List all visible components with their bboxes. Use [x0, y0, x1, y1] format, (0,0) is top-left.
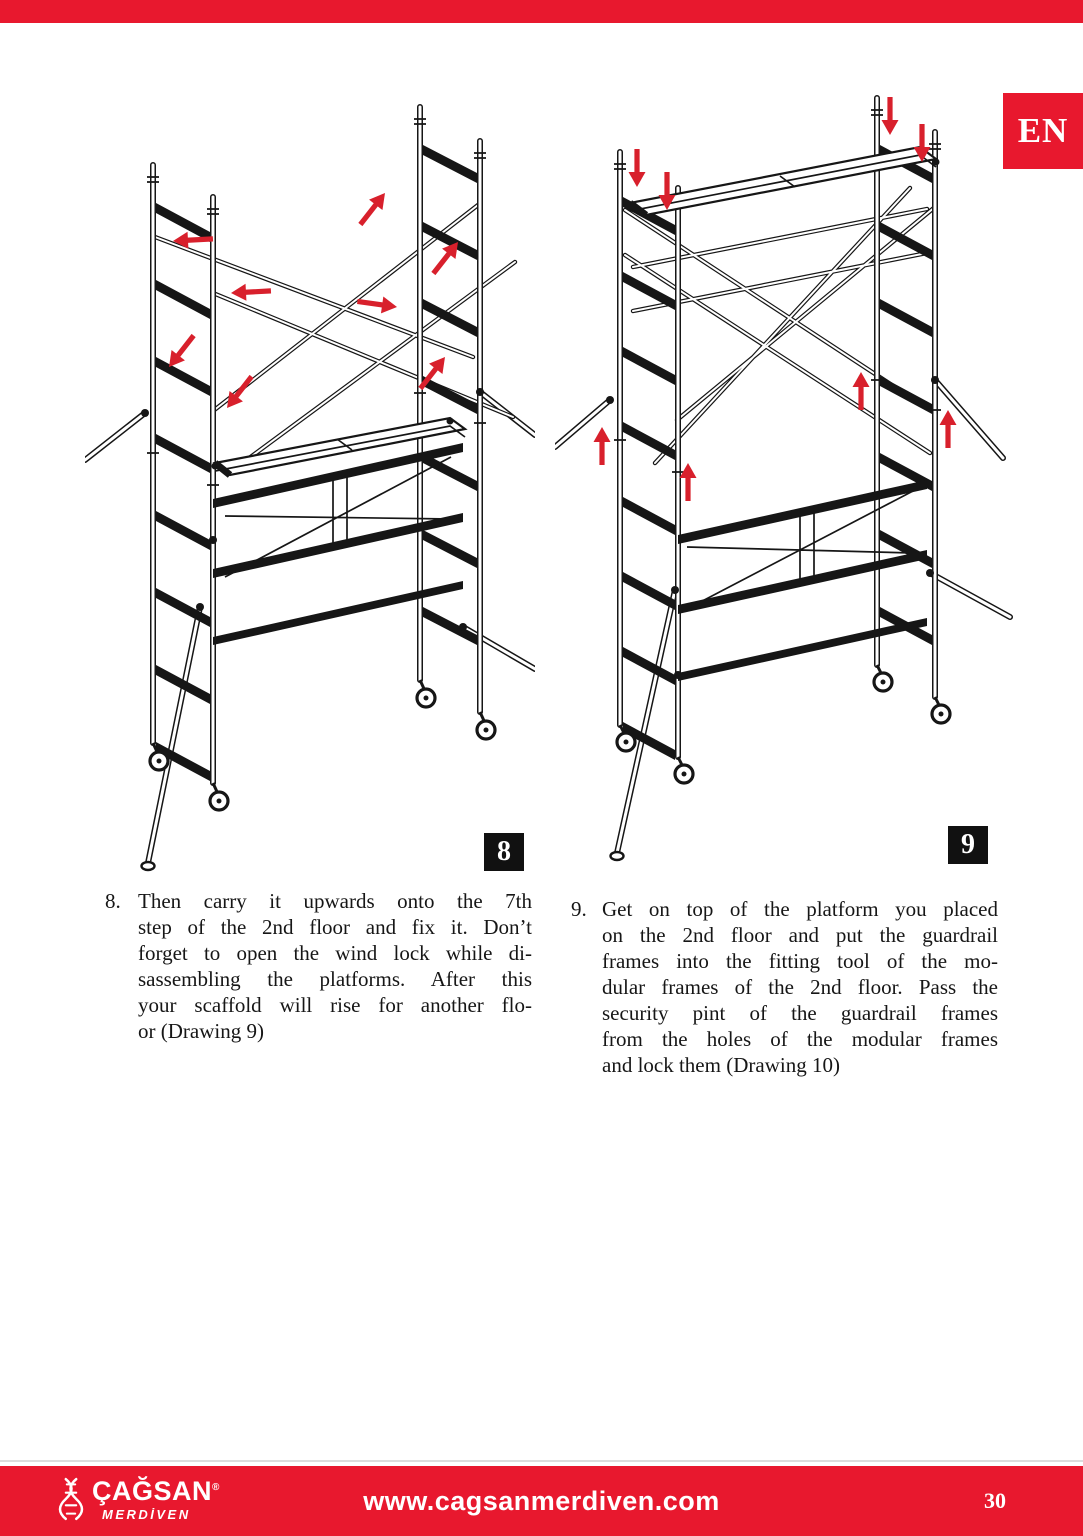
platform-deck — [212, 418, 466, 476]
guardrail-bars — [678, 480, 927, 681]
brand-subtitle: MERDİVEN — [102, 1506, 191, 1522]
figure-9-drawing — [555, 85, 1015, 875]
brand-logo — [58, 1476, 220, 1522]
brand-name: ÇAĞSAN® — [92, 1475, 220, 1506]
left-arrow — [231, 282, 272, 301]
down-left-arrow — [220, 371, 258, 413]
page-number: 30 — [984, 1488, 1006, 1513]
figure-8-drawing — [85, 95, 535, 885]
scaffold-stabilizers — [555, 380, 1010, 853]
casters — [142, 680, 496, 870]
down-arrow — [882, 97, 899, 135]
up-right-arrow — [354, 188, 392, 230]
casters — [611, 665, 951, 860]
helix-ladder-icon — [58, 1476, 84, 1522]
figure-8-label: 8 — [484, 833, 524, 871]
down-arrow — [629, 149, 646, 187]
step-text: Then carry it upwards onto the 7th step of the 2nd floor and fix it. Don’t forget to open the wind lock while di- sassembling the platforms. After this your scaffold will rise for another flo- or (Drawing 9) — [138, 889, 532, 1043]
footer-website-link[interactable]: www.cagsanmerdiven.com — [363, 1485, 720, 1516]
brand-logo-text — [92, 1475, 220, 1522]
instruction-step-8 — [105, 888, 532, 1044]
footer-divider — [0, 1460, 1083, 1462]
up-arrow — [940, 410, 957, 448]
top-red-bar — [0, 0, 1083, 23]
figure-9-label: 9 — [948, 826, 988, 864]
registered-mark: ® — [212, 1481, 220, 1493]
step-number: 8. — [105, 889, 121, 913]
instruction-step-9 — [571, 896, 998, 1078]
step-text: Get on top of the platform you placed on the 2nd floor and put the guardrail frames into the fitting tool of the mo- dular frames of the 2nd floor. Pass the security pint of the guardrail frames from the holes of the modular frames and lock them (Drawing 10) — [602, 897, 998, 1077]
language-badge: EN — [1003, 93, 1083, 169]
up-arrow — [680, 463, 697, 501]
up-arrow — [594, 427, 611, 465]
footer-bar — [0, 1466, 1083, 1536]
step-number: 9. — [571, 897, 587, 921]
